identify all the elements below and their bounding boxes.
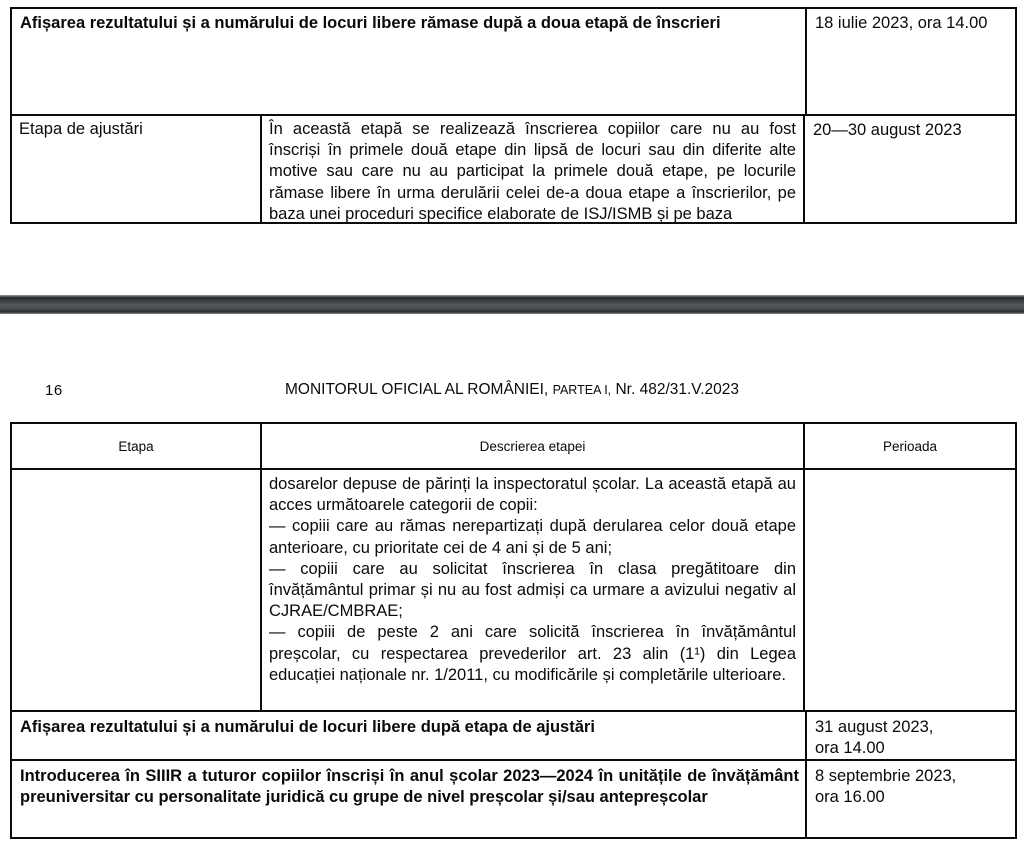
period-cell: 20—30 august 2023 [803,116,1015,222]
enrollment-schedule-table [10,422,1017,839]
page-header [0,381,1024,401]
description-list-item: — copiii care au rămas nerepartizați după derularea celor două etape anterioare, cu prioritate cei de 4 ani și de 5 ani; [269,517,796,557]
period-time: ora 16.00 [815,788,885,807]
stage-description-cell: În această etapă se realizează înscrierea copiilor care nu au fost înscriși în primele două etape din lipsă de locuri sau din diferite alte motive sau care nu au participat la primele două etape, pe locurile rămase libere în urma derulării celei de-a doua etape a înscrierilor, pe baza unei proceduri specifice elaborate de ISJ/ISMB și pe baza [260,116,803,222]
empty-period-cell [803,470,1015,710]
publication-title-part: PARTEA I, [552,383,612,397]
period-date: 8 septembrie 2023, [815,767,957,785]
stage-description-cell [260,470,803,710]
stage-label-cell: Introducerea în SIIIR a tuturor copiilor înscriși în anul școlar 2023—2024 în unitățile de învățământ preuniversitar cu personalitate juridică cu grupe de nivel preșcolar și/sau antepreșcolar [20,767,799,807]
period-cell [805,761,1015,837]
stage-label-cell: Afișarea rezultatului și a numărului de locuri libere rămase după a doua etapă de înscrieri [20,14,721,32]
table-row [12,759,1015,837]
table-row [12,468,1015,710]
table-header-row [12,424,1015,468]
description-paragraph: dosarelor depuse de părinți la inspectoratul școlar. La această etapă au acces următoarele categorii de copii: [269,475,796,515]
period-cell [805,712,1015,759]
description-list-item: — copiii care au solicitat înscrierea în clasa pregătitoare din învățământul primar și nu au fost admiși ca urmare a avizului negativ al CJRAE/CMBRAE; [269,559,796,621]
table-row [12,114,1015,222]
stage-label-cell: Afișarea rezultatului și a numărului de locuri libere după etapa de ajustări [20,718,595,736]
period-time: ora 14.00 [815,739,885,758]
publication-title [0,381,1024,399]
stage-name-cell: Etapa de ajustări [19,120,143,138]
period-cell: 18 iulie 2023, ora 14.00 [805,9,1015,114]
publication-title-main: MONITORUL OFICIAL AL ROMÂNIEI, [284,381,549,398]
description-list-item: — copiii de peste 2 ani care solicită înscrierea în învățământul preșcolar, cu respectarea prevederilor art. 23 alin (1¹) din Legea educației naționale nr. 1/2011, cu modificările și completările ulterioare. [269,623,796,684]
column-header-descrierea: Descrierea etapei [260,424,803,468]
table-row [12,9,1015,114]
previous-page-table [10,7,1017,224]
table-row [12,710,1015,759]
page-separator-bar [0,295,1024,314]
page-number: 16 [45,382,63,399]
period-date: 31 august 2023, [815,718,934,736]
empty-stage-cell [12,470,260,710]
publication-issue-number: Nr. 482/31.V.2023 [615,381,739,398]
column-header-perioada: Perioada [803,424,1015,468]
column-header-etapa: Etapa [118,438,154,454]
